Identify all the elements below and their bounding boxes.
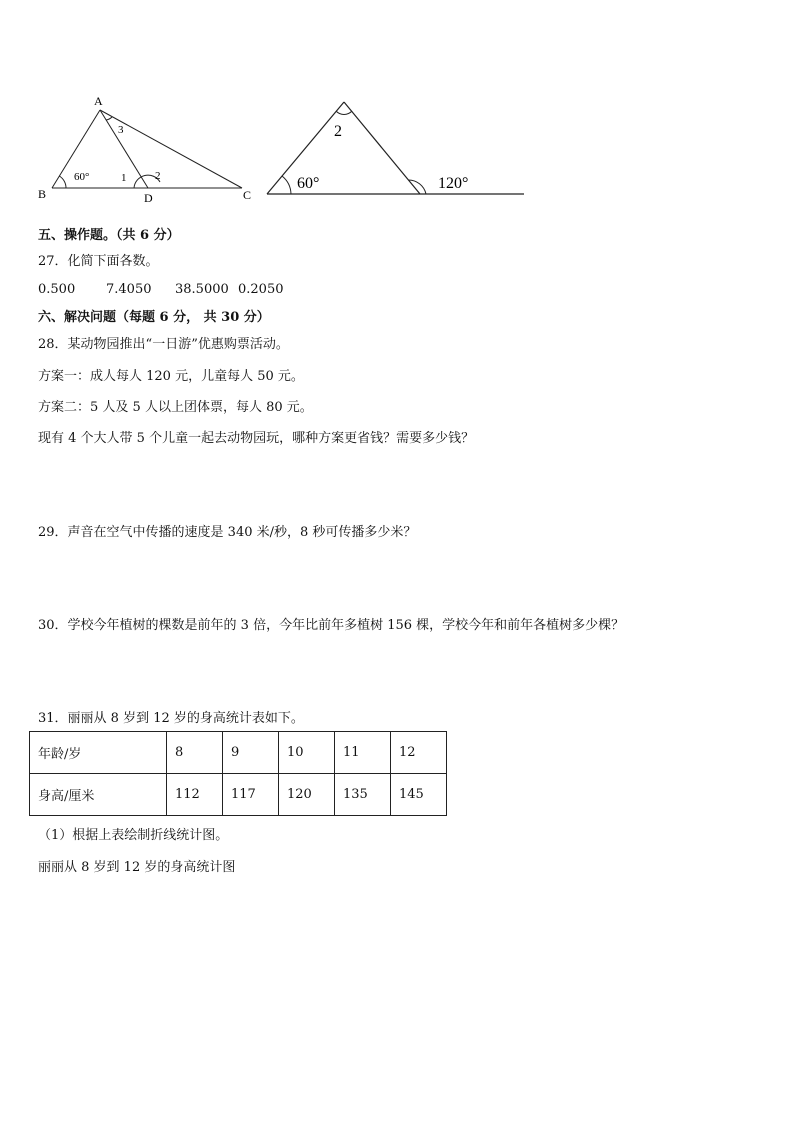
section-5-title: 五、操作题。（共 6 分）	[38, 228, 180, 243]
table-cell-height: 135	[335, 774, 391, 816]
label-c: C	[243, 188, 252, 202]
q31-chart-title: 丽丽从 8 岁到 12 岁的身高统计图	[38, 860, 236, 875]
question-28: 28．某动物园推出“一日游”优惠购票活动。	[38, 337, 289, 352]
triangle-exterior-angle-figure	[262, 96, 532, 202]
label-a: A	[94, 94, 103, 108]
q27-number-1: 0.500	[38, 282, 76, 297]
q27-number-2: 7.4050	[106, 282, 152, 297]
q28-plan-1: 方案一：成人每人 120 元，儿童每人 50 元。	[38, 369, 304, 384]
table-cell-height: 120	[279, 774, 335, 816]
q31-sub-question-1: （1）根据上表绘制折线统计图。	[38, 828, 229, 843]
q28-question: 现有 4 个大人带 5 个儿童一起去动物园玩，哪种方案更省钱？需要多少钱？	[38, 431, 475, 446]
angle-2-label: 2	[155, 170, 161, 182]
angle-1-label: 1	[121, 172, 127, 184]
table-cell-age: 8	[167, 732, 223, 774]
label-b: B	[38, 187, 47, 201]
table-header-age: 年龄/岁	[30, 732, 167, 774]
table-cell-age: 11	[335, 732, 391, 774]
triangle-abc-figure	[30, 88, 260, 208]
table-cell-height: 117	[223, 774, 279, 816]
question-29: 29．声音在空气中传播的速度是 340 米/秒，8 秒可传播多少米？	[38, 525, 417, 540]
height-table	[29, 731, 447, 816]
question-31: 31．丽丽从 8 岁到 12 岁的身高统计表如下。	[38, 711, 304, 726]
angle-2-top-label: 2	[334, 123, 342, 140]
angle-120-label: 120°	[438, 175, 469, 192]
question-30: 30．学校今年植树的棵数是前年的 3 倍，今年比前年多植树 156 棵，学校今年和前年各植树多少棵？	[38, 618, 625, 633]
table-row	[30, 732, 447, 774]
section-6-title: 六、解决问题（每题 6 分， 共 30 分）	[38, 310, 270, 325]
table-cell-age: 10	[279, 732, 335, 774]
q27-number-3: 38.5000	[175, 282, 229, 297]
table-cell-height: 145	[391, 774, 447, 816]
angle-b-label: 60°	[74, 171, 90, 183]
angle-3-label: 3	[118, 124, 124, 136]
q28-plan-2: 方案二：5 人及 5 人以上团体票，每人 80 元。	[38, 400, 313, 415]
table-cell-age: 9	[223, 732, 279, 774]
table-cell-height: 112	[167, 774, 223, 816]
table-row	[30, 774, 447, 816]
q27-number-4: 0.2050	[238, 282, 284, 297]
label-d: D	[144, 191, 153, 205]
angle-60-label: 60°	[297, 175, 320, 192]
question-27: 27．化简下面各数。	[38, 254, 159, 269]
table-cell-age: 12	[391, 732, 447, 774]
table-header-height: 身高/厘米	[30, 774, 167, 816]
